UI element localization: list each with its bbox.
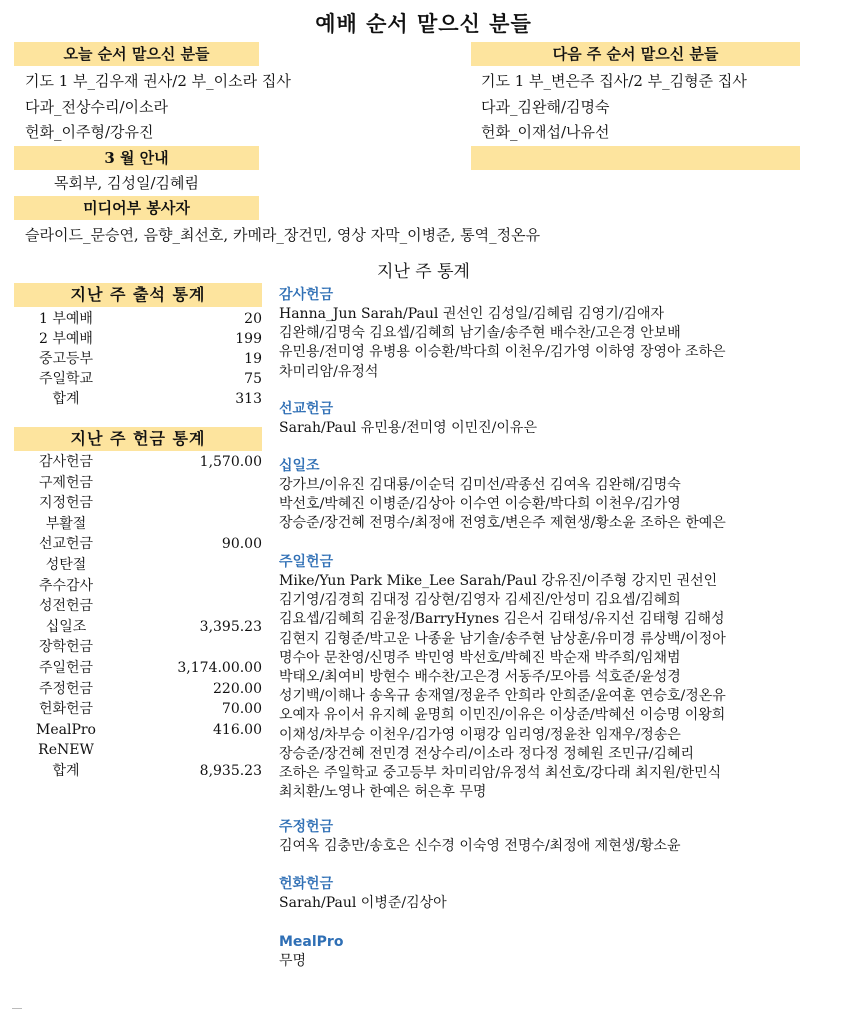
offering-section-title: MealPro — [279, 934, 344, 950]
donor-line: Sarah/Paul 이병준/김상아 — [279, 895, 447, 911]
offering-row — [14, 576, 262, 596]
offering-row — [14, 493, 262, 513]
attendance-value: 19 — [244, 351, 262, 367]
offering-label: ReNEW — [38, 742, 94, 759]
offering-row — [14, 555, 262, 575]
page-title: 예배 순서 맡으신 분들 — [315, 11, 532, 36]
offering-stats-table — [14, 452, 262, 782]
offering-label: 구제헌금 — [38, 474, 94, 491]
donor-line: 유민용/전미영 유병용 이승환/박다희 이천우/김가영 이하영 장영아 조하은 — [279, 344, 726, 361]
offering-row — [14, 637, 262, 657]
offering-label: 성전헌금 — [38, 598, 94, 615]
attendance-row — [14, 309, 262, 329]
attendance-table — [14, 309, 262, 409]
offering-section-weekly — [279, 817, 681, 856]
offering-value: 1,570.00 — [199, 454, 262, 470]
offering-section-flowers — [279, 874, 447, 913]
donor-line: 박태오/최여비 방현수 배수찬/고은경 서동주/모아름 석호준/윤성경 — [279, 669, 681, 686]
offering-value: 416.00 — [213, 721, 262, 738]
footer-divider — [12, 1008, 22, 1009]
donor-line: 명수아 문찬영/신명주 박민영 박선호/박혜진 박순재 박주희/임채범 — [279, 649, 681, 666]
offering-label: 선교헌금 — [38, 536, 94, 553]
next-week-flowers: 헌화_이재섭/나유선 — [481, 123, 610, 141]
attendance-value: 20 — [244, 311, 262, 327]
donor-line: 김현지 김형준/박고운 나종윤 남기솔/송주현 남상훈/유미경 류상백/이정아 — [279, 630, 726, 647]
donor-line: 최치환/노영나 한예은 허은후 무명 — [279, 784, 487, 801]
offering-label: 십일조 — [45, 618, 87, 635]
donor-line: 김여옥 김충만/송호은 신수경 이숙영 전명수/최정애 제현생/황소윤 — [279, 838, 681, 854]
offering-section-title: 선교헌금 — [279, 401, 334, 417]
donor-line: 무명 — [279, 953, 307, 969]
attendance-label: 1 부예배 — [39, 311, 93, 327]
attendance-value: 199 — [235, 331, 262, 347]
attendance-row — [14, 329, 262, 349]
offering-value: 3,395.23 — [199, 618, 262, 635]
offering-section-mission — [279, 399, 537, 438]
attendance-value: 313 — [235, 391, 262, 407]
offering-row — [14, 534, 262, 554]
today-refreshment: 다과_전상수리/이소라 — [25, 98, 168, 116]
media-line: 슬라이드_문승연, 음향_최선호, 카메라_장건민, 영상 자막_이병준, 통역_정온유 — [25, 226, 541, 244]
donor-line: 김완해/김명숙 김요셉/김혜희 남기솔/송주현 배수찬/고은경 안보배 — [279, 325, 681, 342]
offering-section-title: 감사헌금 — [279, 287, 334, 303]
offering-section-thanks — [279, 285, 726, 382]
next-week-header: 다음 주 순서 맡으신 분들 — [471, 42, 800, 66]
today-header: 오늘 순서 맡으신 분들 — [14, 42, 259, 66]
offering-section-title: 헌화헌금 — [279, 876, 334, 892]
donor-line: 김요셉/김혜희 김윤정/BarryHynes 김은서 김태성/유지선 김태형 김해성 — [279, 611, 725, 628]
attendance-header: 지난 주 출석 통계 — [14, 283, 262, 307]
donor-line: Sarah/Paul 유민용/전미영 이민진/이유은 — [279, 420, 537, 436]
offering-label: 헌화헌금 — [38, 701, 94, 718]
march-header: 3 월 안내 — [14, 146, 259, 170]
offering-value: 3,174.00.00 — [177, 660, 262, 676]
offering-row — [14, 514, 262, 534]
offering-label: 장학헌금 — [38, 639, 94, 656]
attendance-label: 주일학교 — [38, 371, 94, 387]
donor-line: 오예자 유이서 유지혜 윤명희 이민진/이유은 이상준/박혜선 이승명 이왕희 — [279, 707, 726, 724]
offering-section-title: 십일조 — [279, 458, 320, 474]
attendance-value: 75 — [244, 371, 262, 387]
attendance-total-row — [14, 389, 262, 409]
donor-line: 성기백/이해나 송옥규 송재열/정윤주 안희라 안희준/윤여훈 연승호/정온유 — [279, 688, 726, 705]
next-week-prayer: 기도 1 부_변은주 집사/2 부_김형준 집사 — [481, 72, 747, 90]
donor-line: Hanna_Jun Sarah/Paul 권선인 김성일/김혜림 김영기/김애자 — [279, 306, 665, 322]
offering-stats-header: 지난 주 헌금 통계 — [14, 427, 262, 451]
offering-section-tithe — [279, 456, 726, 534]
offering-label: 주정헌금 — [38, 680, 94, 697]
empty-yellow-bar — [471, 146, 800, 170]
offering-label: MealPro — [36, 721, 96, 738]
stats-title: 지난 주 통계 — [377, 262, 470, 282]
offering-value: 220.00 — [213, 680, 262, 697]
offering-row — [14, 596, 262, 616]
attendance-label: 합계 — [52, 391, 80, 407]
donor-line: 김기영/김경희 김대정 김상현/김영자 김세진/안성미 김요셉/김혜희 — [279, 592, 681, 609]
offering-section-title: 주정헌금 — [279, 819, 334, 835]
offering-section-title: 주일헌금 — [279, 554, 334, 570]
offering-section-sunday — [279, 552, 726, 802]
donor-line: 박선호/박혜진 이병준/김상아 이수연 이승환/박다희 이천우/김가영 — [279, 496, 681, 513]
offering-value: 90.00 — [221, 536, 262, 553]
donor-line: Mike/Yun Park Mike_Lee Sarah/Paul 강유진/이주형 강지민 권선인 — [279, 573, 718, 589]
today-flowers: 헌화_이주형/강유진 — [25, 123, 154, 141]
attendance-label: 중고등부 — [38, 351, 94, 367]
offering-label: 지정헌금 — [38, 495, 94, 512]
donor-line: 장승준/장건혜 전명수/최정애 전영호/변은주 제현생/황소윤 조하은 한예은 — [279, 515, 726, 532]
march-line: 목회부, 김성일/김혜림 — [54, 174, 200, 192]
offering-label: 추수감사 — [38, 577, 94, 594]
offering-value: 8,935.23 — [199, 763, 262, 779]
offering-label: 부활절 — [45, 515, 87, 532]
offering-row — [14, 452, 262, 472]
donor-line: 이채성/차부승 이천우/김가영 이평강 임리영/정윤찬 임재우/정송은 — [279, 726, 681, 743]
attendance-row — [14, 349, 262, 369]
offering-row — [14, 658, 262, 678]
offering-value: 70.00 — [221, 701, 262, 718]
offering-label: 성탄절 — [45, 557, 87, 573]
attendance-label: 2 부예배 — [39, 331, 93, 347]
donor-line: 조하은 주일학교 중고등부 차미리암/유정석 최선호/강다래 최지원/한민식 — [279, 765, 722, 782]
media-header: 미디어부 봉사자 — [14, 196, 259, 220]
today-prayer: 기도 1 부_김우재 권사/2 부_이소라 집사 — [25, 72, 291, 90]
offering-row — [14, 679, 262, 699]
offering-row — [14, 740, 262, 760]
offering-label: 감사헌금 — [38, 454, 94, 470]
offering-row — [14, 473, 262, 493]
offering-row — [14, 617, 262, 637]
next-week-refreshment: 다과_김완해/김명숙 — [481, 98, 610, 116]
donor-line: 장승준/장건혜 전민경 전상수리/이소라 정다정 정혜원 조민규/김혜리 — [279, 745, 695, 762]
offering-total-row — [14, 761, 262, 781]
offering-row — [14, 720, 262, 740]
donor-line: 차미리암/유정석 — [279, 363, 379, 380]
offering-section-mealpro — [279, 932, 343, 971]
offering-label: 합계 — [52, 763, 80, 779]
offering-label: 주일헌금 — [38, 660, 94, 676]
attendance-row — [14, 369, 262, 389]
donor-line: 강가브/이유진 김대룡/이순덕 김미선/곽종선 김여옥 김완해/김명숙 — [279, 477, 681, 493]
offering-row — [14, 699, 262, 719]
